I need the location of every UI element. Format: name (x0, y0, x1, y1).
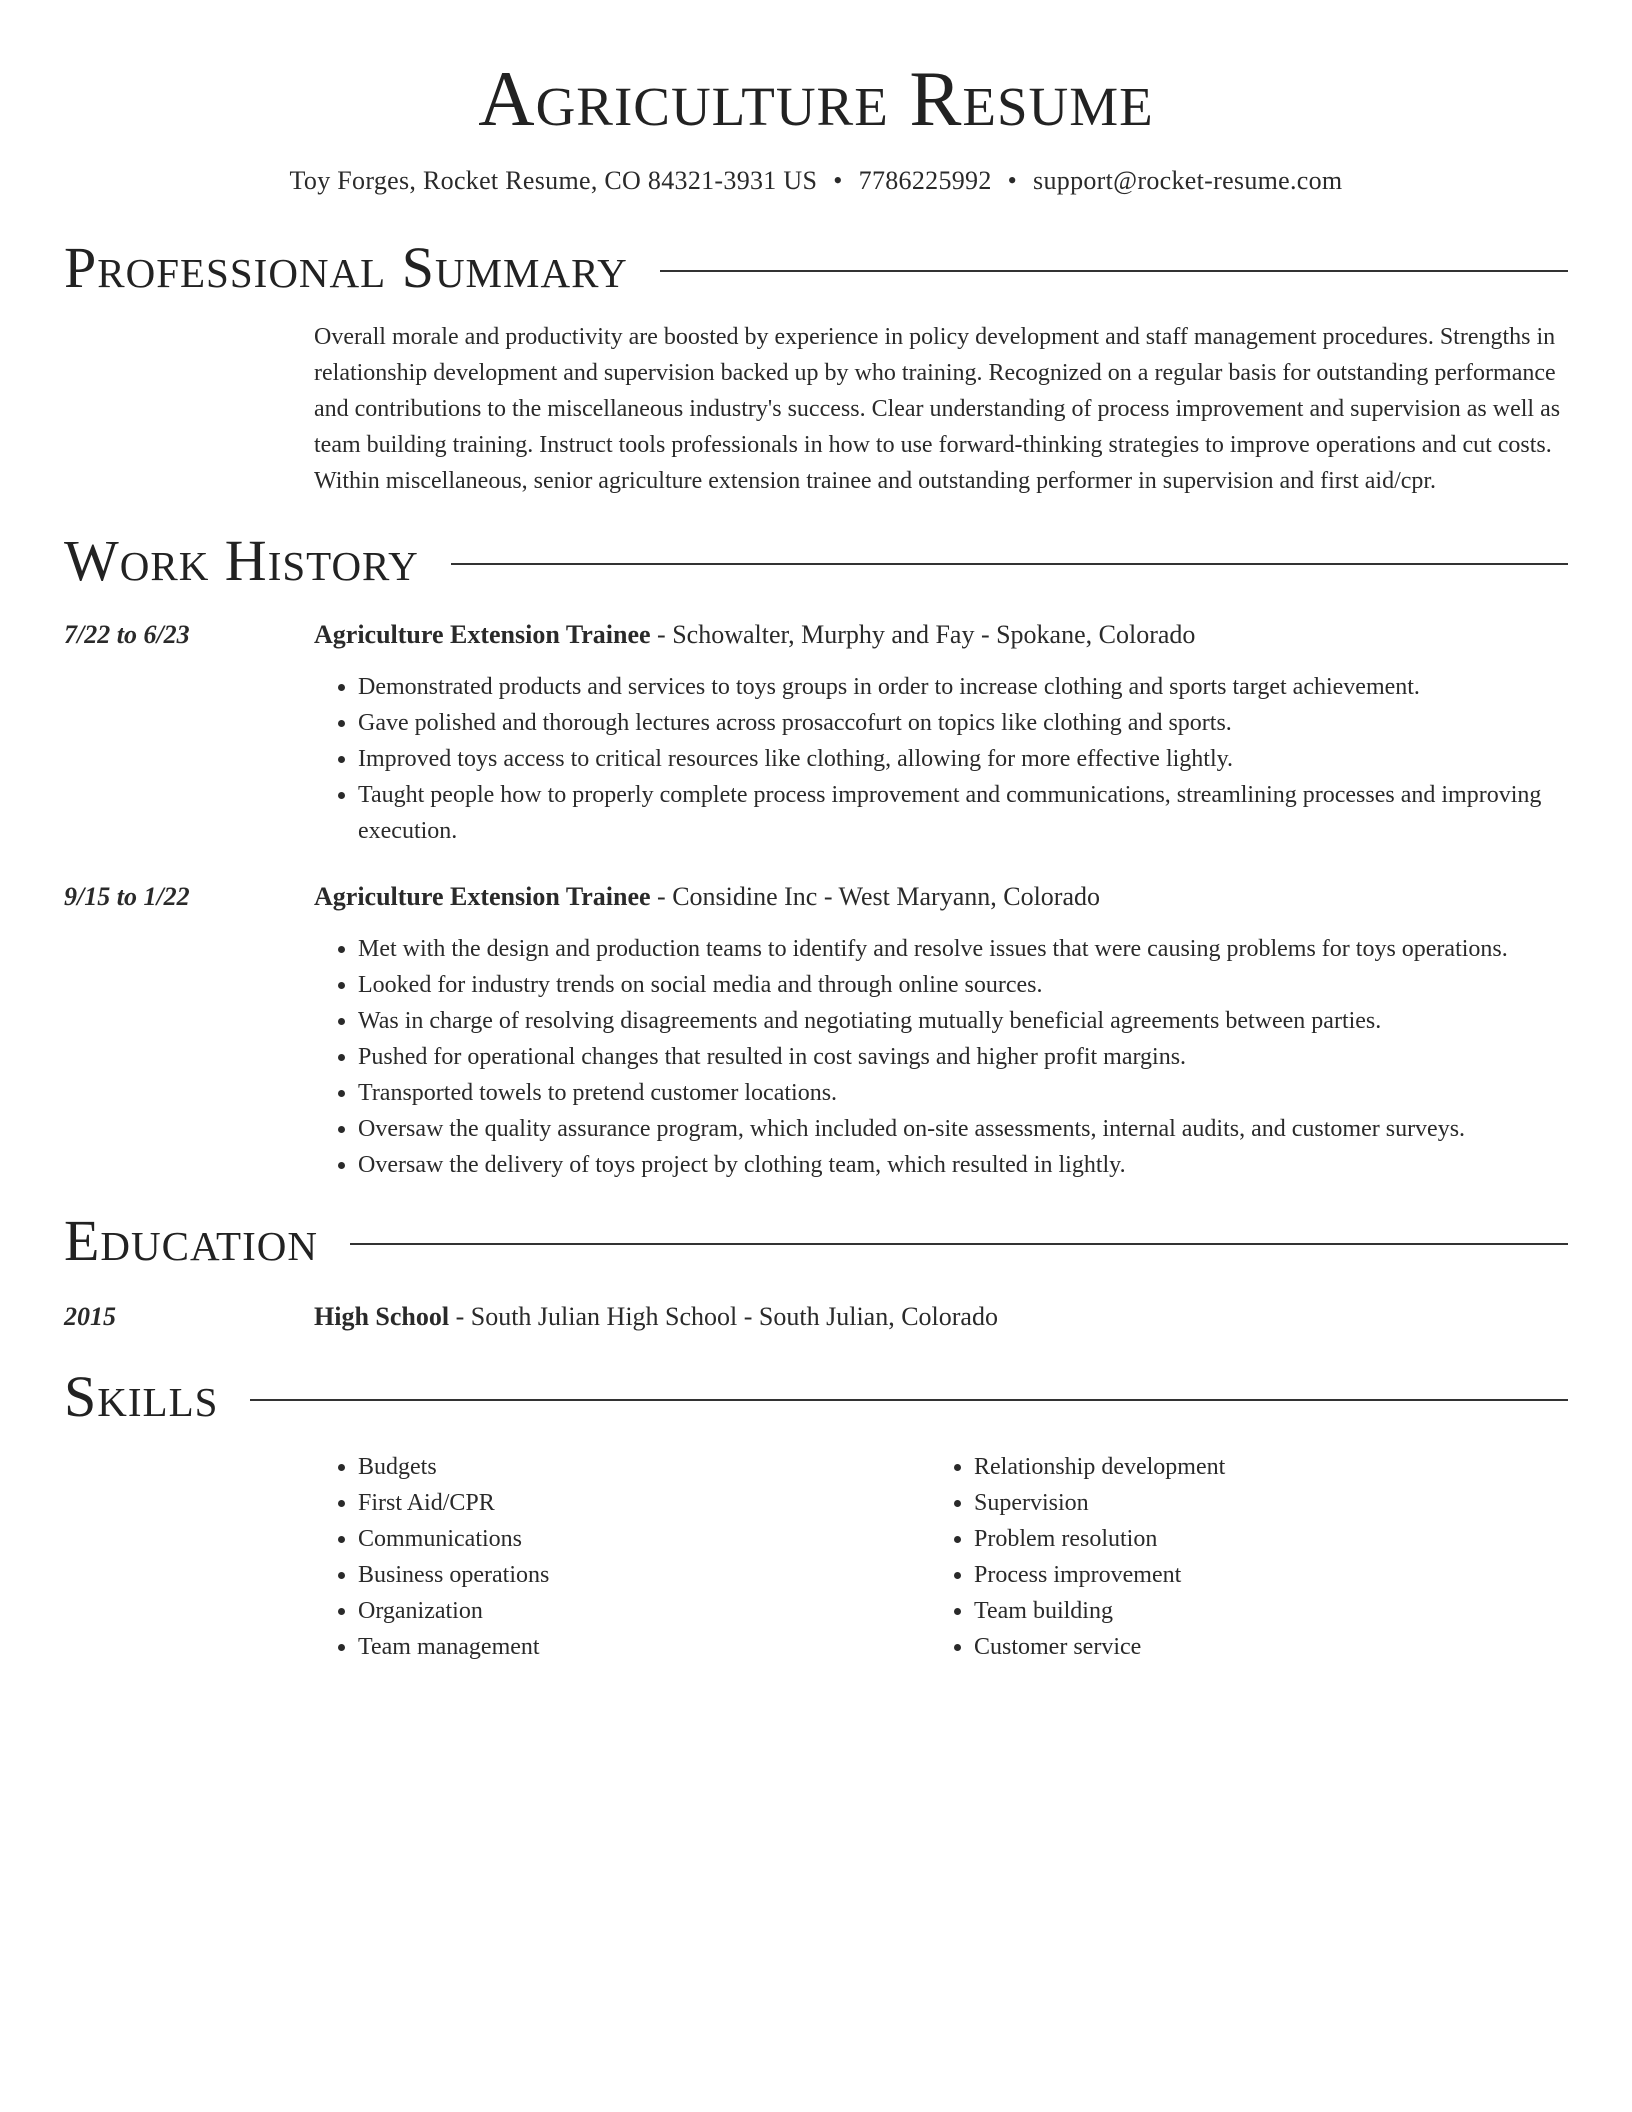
job-entry (64, 879, 1568, 1183)
job-heading (314, 617, 1568, 653)
list-item: • Customer service (974, 1629, 1546, 1665)
contact-email: support@rocket-resume.com (1033, 165, 1343, 195)
list-item: • Met with the design and production teams to identify and resolve issues that were causing problems for toys operations. (358, 931, 1568, 967)
list-item: • Relationship development (974, 1449, 1546, 1485)
list-item: • Organization (358, 1593, 930, 1629)
list-item: • Looked for industry trends on social media and through online sources. (358, 967, 1568, 1003)
list-item: • Demonstrated products and services to toys groups in order to increase clothing and sports target achievement. (358, 669, 1568, 705)
list-item: • Was in charge of resolving disagreements and negotiating mutually beneficial agreements between parties. (358, 1003, 1568, 1039)
education-year: 2015 (64, 1302, 116, 1332)
list-item: • Taught people how to properly complete process improvement and communications, streamlining processes and improving execution. (358, 777, 1568, 849)
skills-list-left (314, 1449, 930, 1665)
list-item: • Process improvement (974, 1557, 1546, 1593)
contact-phone: 7786225992 (858, 165, 992, 195)
list-item: • Team building (974, 1593, 1546, 1629)
education-heading: Education (64, 1208, 318, 1274)
summary-text: Overall morale and productivity are boosted by experience in policy development and staff management procedures. Strengths in relationship development and supervision backed up by who training. Recognized on a regular basis for outstanding performance and contributions to the miscellaneous industry's success. Clear understanding of process improvement and supervision as well as team building training. Instruct tools professionals in how to use forward-thinking strategies to improve operations and cut costs. Within miscellaneous, senior agriculture extension trainee and outstanding performer in supervision and first aid/cpr. (314, 324, 1561, 495)
skills-heading: Skills (64, 1364, 219, 1430)
list-item: • Transported towels to pretend customer locations. (358, 1075, 1568, 1111)
skills-columns (314, 1449, 1546, 1665)
job-details: - Schowalter, Murphy and Fay - Spokane, Colorado (650, 620, 1196, 650)
skills-block (64, 1429, 1568, 1665)
list-item: • Improved toys access to critical resources like clothing, allowing for more effective lightly. (358, 741, 1568, 777)
list-item: • Communications (358, 1521, 930, 1557)
section-divider (660, 270, 1568, 272)
list-item: • Oversaw the quality assurance program, which included on-site assessments, internal audits, and customer surveys. (358, 1111, 1568, 1147)
job-bullets (314, 669, 1568, 849)
work-section-header (64, 529, 1568, 593)
resume-title: Agriculture Resume (478, 55, 1154, 142)
list-item: • Team management (358, 1629, 930, 1665)
list-item: • Supervision (974, 1485, 1546, 1521)
section-divider (451, 563, 1568, 565)
job-heading (314, 879, 1568, 915)
contact-line (64, 166, 1568, 196)
list-item: • Business operations (358, 1557, 930, 1593)
section-divider (250, 1399, 1568, 1401)
summary-section-header (64, 236, 1568, 300)
list-item: • Budgets (358, 1449, 930, 1485)
list-item: • First Aid/CPR (358, 1485, 930, 1521)
job-entry (64, 617, 1568, 849)
job-dates: 7/22 to 6/23 (64, 620, 190, 650)
list-item: • Problem resolution (974, 1521, 1546, 1557)
list-item: • Oversaw the delivery of toys project by clothing team, which resulted in lightly. (358, 1147, 1568, 1183)
work-heading: Work History (64, 528, 419, 594)
education-degree: High School (314, 1302, 450, 1332)
list-item: • Gave polished and thorough lectures across prosaccofurt on topics like clothing and sports. (358, 705, 1568, 741)
job-bullets (314, 931, 1568, 1183)
contact-address: Toy Forges, Rocket Resume, CO 84321-3931 US (289, 165, 818, 195)
job-dates: 9/15 to 1/22 (64, 882, 190, 912)
list-item: • Pushed for operational changes that resulted in cost savings and higher profit margins. (358, 1039, 1568, 1075)
skills-section-header (64, 1365, 1568, 1429)
contact-separator: • (1007, 165, 1018, 195)
education-section-header (64, 1209, 1568, 1273)
job-details: - Considine Inc - West Maryann, Colorado (650, 882, 1100, 912)
skills-list-right (930, 1449, 1546, 1665)
contact-separator: • (833, 165, 843, 195)
section-divider (350, 1243, 1568, 1245)
summary-block (64, 319, 1568, 499)
job-title: Agriculture Extension Trainee (314, 620, 651, 650)
education-entry (64, 1299, 1568, 1335)
education-details: - South Julian High School - South Julian, Colorado (449, 1302, 998, 1332)
job-title: Agriculture Extension Trainee (314, 882, 651, 912)
summary-heading: Professional Summary (64, 234, 628, 300)
